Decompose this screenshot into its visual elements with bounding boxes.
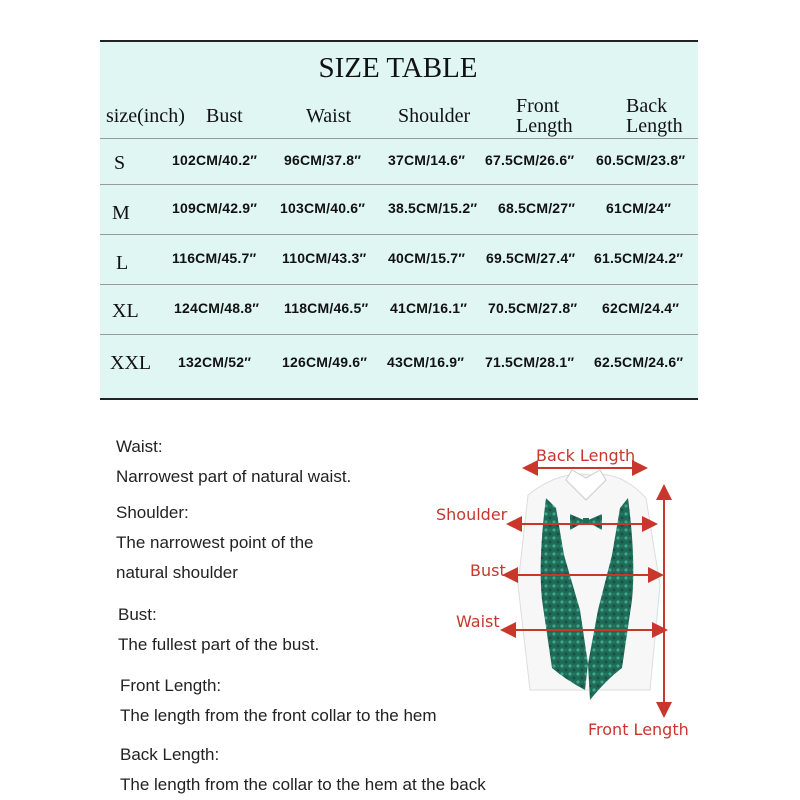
- cell-shoulder: 43CM/16.9″: [387, 354, 465, 370]
- cell-waist: 110CM/43.3″: [282, 250, 367, 266]
- label-front-length: Front Length: [588, 720, 689, 739]
- cell-back-length: 62.5CM/24.6″: [594, 354, 684, 370]
- definition-text: The length from the front collar to the hem: [120, 706, 437, 725]
- label-back-length: Back Length: [536, 446, 636, 465]
- cell-front-length: 68.5CM/27″: [498, 200, 576, 216]
- cell-bust: 132CM/52″: [178, 354, 252, 370]
- cell-shoulder: 40CM/15.7″: [388, 250, 466, 266]
- size-label-l: L: [116, 252, 129, 274]
- size-label-m: M: [112, 202, 130, 224]
- cell-front-length: 70.5CM/27.8″: [488, 300, 578, 316]
- definition-text: Narrowest part of natural waist.: [116, 467, 352, 486]
- cell-front-length: 67.5CM/26.6″: [485, 152, 575, 168]
- cell-bust: 116CM/45.7″: [172, 250, 257, 266]
- header-waist: Waist: [306, 105, 352, 127]
- header-bust: Bust: [206, 105, 243, 127]
- table-title: SIZE TABLE: [318, 52, 478, 84]
- definition-term: Waist:: [116, 437, 163, 456]
- definition-text: The length from the collar to the hem at the back: [120, 775, 486, 794]
- cell-waist: 118CM/46.5″: [284, 300, 369, 316]
- header-size: size(inch): [106, 105, 185, 127]
- definition-text: natural shoulder: [116, 563, 238, 582]
- header-shoulder: Shoulder: [398, 105, 471, 127]
- definition-term: Front Length:: [120, 676, 222, 695]
- header-back-length: Back Length: [626, 95, 683, 137]
- definition-term: Bust:: [118, 605, 157, 624]
- label-waist: Waist: [456, 612, 500, 631]
- cell-back-length: 60.5CM/23.8″: [596, 152, 686, 168]
- definition-term: Shoulder:: [116, 503, 189, 522]
- cell-shoulder: 37CM/14.6″: [388, 152, 466, 168]
- definition-term: Back Length:: [120, 745, 220, 764]
- size-label-xxl: XXL: [110, 352, 152, 374]
- cell-back-length: 61.5CM/24.2″: [594, 250, 684, 266]
- definition-text: The narrowest point of the: [116, 533, 314, 552]
- cell-front-length: 71.5CM/28.1″: [485, 354, 575, 370]
- header-front-length: Front Length: [516, 95, 573, 137]
- size-label-s: S: [114, 152, 126, 174]
- cell-back-length: 61CM/24″: [606, 200, 672, 216]
- cell-shoulder: 41CM/16.1″: [390, 300, 468, 316]
- size-label-xl: XL: [112, 300, 139, 322]
- cell-waist: 103CM/40.6″: [280, 200, 366, 216]
- definition-text: The fullest part of the bust.: [118, 635, 320, 654]
- cell-waist: 126CM/49.6″: [282, 354, 368, 370]
- cell-waist: 96CM/37.8″: [284, 152, 362, 168]
- label-shoulder: Shoulder: [436, 505, 508, 524]
- cell-bust: 109CM/42.9″: [172, 200, 258, 216]
- label-bust: Bust: [470, 561, 506, 580]
- cell-back-length: 62CM/24.4″: [602, 300, 680, 316]
- cell-front-length: 69.5CM/27.4″: [486, 250, 576, 266]
- cell-bust: 124CM/48.8″: [174, 300, 260, 316]
- cell-bust: 102CM/40.2″: [172, 152, 258, 168]
- cell-shoulder: 38.5CM/15.2″: [388, 200, 478, 216]
